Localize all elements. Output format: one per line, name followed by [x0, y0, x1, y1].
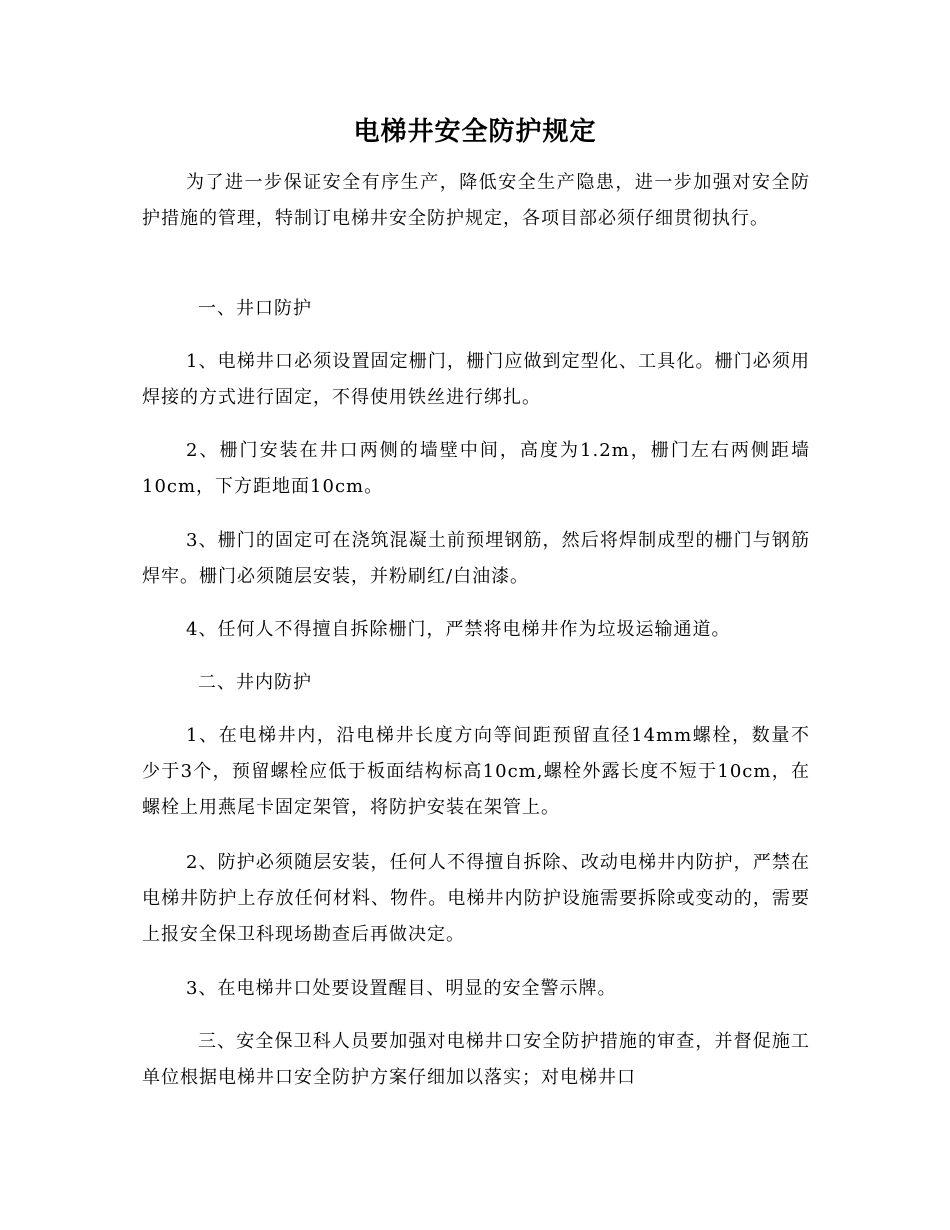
section-heading-wellhead-protection: 一、井口防护 — [198, 298, 312, 319]
intro-paragraph: 为了进一步保证安全有序生产，降低安全生产隐患，进一步加强对安全防护措施的管理，特制订电梯井安全防护规定，各项目部必须仔细贯彻执行。 — [142, 172, 810, 229]
section-heading-inner-protection: 二、井内防护 — [198, 672, 312, 693]
wellhead-item-3: 3、栅门的固定可在浇筑混凝土前预埋钢筋，然后将焊制成型的栅门与钢筋焊牢。栅门必须随层安装，并粉刷红/白油漆。 — [142, 530, 810, 587]
inner-item-1: 1、在电梯井内，沿电梯井长度方向等间距预留直径14mm螺栓，数量不少于3个，预留螺栓应低于板面结构标高10cm,螺栓外露长度不短于10cm，在螺栓上用燕尾卡固定架管，将防护安装在架管上。 — [142, 725, 810, 818]
inner-item-2: 2、防护必须随层安装，任何人不得擅自拆除、改动电梯井内防护，严禁在电梯井防护上存放任何材料、物件。电梯井内防护设施需要拆除或变动的，需要上报安全保卫科现场勘查后再做决定。 — [142, 852, 810, 945]
wellhead-item-4: 4、任何人不得擅自拆除栅门，严禁将电梯井作为垃圾运输通道。 — [186, 619, 731, 640]
document-title: 电梯井安全防护规定 — [353, 117, 597, 147]
wellhead-item-1: 1、电梯井口必须设置固定栅门，栅门应做到定型化、工具化。栅门必须用焊接的方式进行固定，不得使用铁丝进行绑扎。 — [142, 351, 810, 408]
section-three-paragraph: 三、安全保卫科人员要加强对电梯井口安全防护措施的审查，并督促施工单位根据电梯井口安全防护方案仔细加以落实；对电梯井口 — [142, 1031, 810, 1088]
wellhead-item-2: 2、栅门安装在井口两侧的墙壁中间，高度为1.2m，栅门左右两侧距墙10cm，下方距地面10cm。 — [142, 440, 810, 497]
inner-item-3: 3、在电梯井口处要设置醒目、明显的安全警示牌。 — [186, 978, 617, 999]
